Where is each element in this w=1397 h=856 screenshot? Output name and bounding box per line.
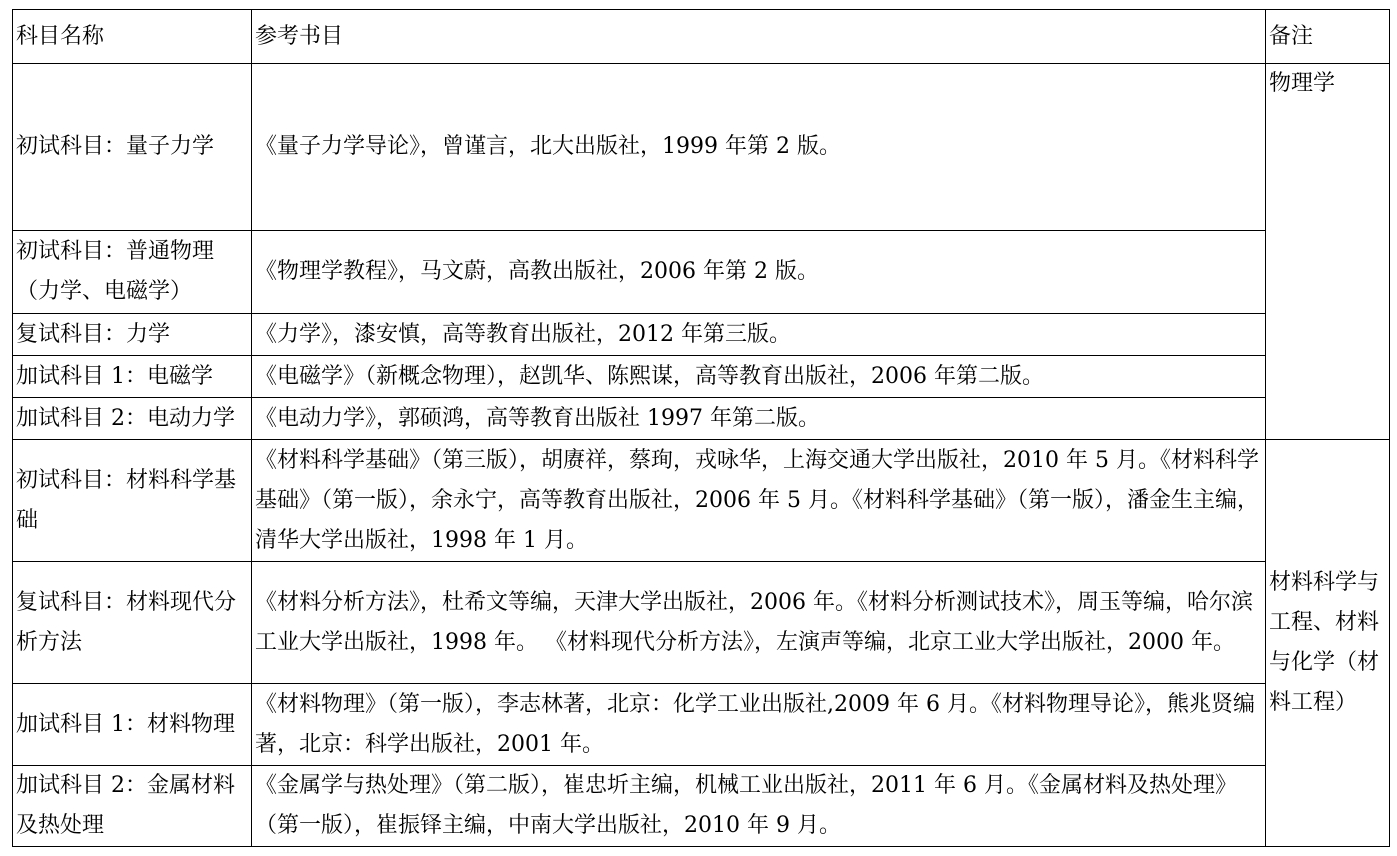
header-books: 参考书目	[252, 10, 1266, 64]
subject-cell: 加试科目 1：材料物理	[13, 684, 252, 766]
books-cell: 《材料科学基础》（第三版），胡赓祥，蔡珣，戎咏华，上海交通大学出版社，2010 年 5 月。《材料科学基础》（第一版），余永宁，高等教育出版社，2006 年 5 月。《材料科学基础》（第一版），潘金生主编，清华大学出版社，1998 年 1 月。	[252, 440, 1266, 562]
table-row	[13, 684, 1390, 766]
books-cell: 《材料分析方法》，杜希文等编，天津大学出版社，2006 年。《材料分析测试技术》，周玉等编，哈尔滨工业大学出版社，1998 年。 《材料现代分析方法》，左演声等编，北京工业大学出版社，2000 年。	[252, 562, 1266, 684]
header-subject: 科目名称	[13, 10, 252, 64]
header-notes: 备注	[1266, 10, 1390, 64]
subject-cell: 复试科目：材料现代分析方法	[13, 562, 252, 684]
subject-cell: 加试科目 2：金属材料及热处理	[13, 766, 252, 847]
reference-books-table	[12, 9, 1390, 847]
table-row	[13, 231, 1390, 314]
table-row	[13, 314, 1390, 356]
table-row	[13, 766, 1390, 847]
subject-cell: 加试科目 2：电动力学	[13, 398, 252, 440]
notes-cell-physics: 物理学	[1266, 64, 1390, 440]
subject-cell: 初试科目：材料科学基础	[13, 440, 252, 562]
books-cell: 《电动力学》，郭硕鸿，高等教育出版社 1997 年第二版。	[252, 398, 1266, 440]
table-row	[13, 356, 1390, 398]
subject-cell: 初试科目：普通物理（力学、电磁学）	[13, 231, 252, 314]
books-cell: 《材料物理》（第一版），李志林著，北京：化学工业出版社,2009 年 6 月。《材料物理导论》，熊兆贤编著，北京：科学出版社，2001 年。	[252, 684, 1266, 766]
table-row	[13, 398, 1390, 440]
table-row	[13, 440, 1390, 562]
header-row	[13, 10, 1390, 64]
subject-cell: 加试科目 1：电磁学	[13, 356, 252, 398]
table-row	[13, 562, 1390, 684]
books-cell: 《量子力学导论》，曾谨言，北大出版社，1999 年第 2 版。	[252, 64, 1266, 231]
books-cell: 《物理学教程》，马文蔚，高教出版社，2006 年第 2 版。	[252, 231, 1266, 314]
books-cell: 《力学》，漆安慎，高等教育出版社，2012 年第三版。	[252, 314, 1266, 356]
table-row	[13, 64, 1390, 231]
subject-cell: 复试科目：力学	[13, 314, 252, 356]
subject-cell: 初试科目：量子力学	[13, 64, 252, 231]
notes-cell-materials: 材料科学与工程、材料与化学（材料工程）	[1266, 440, 1390, 847]
books-cell: 《金属学与热处理》（第二版），崔忠圻主编，机械工业出版社，2011 年 6 月。《金属材料及热处理》（第一版），崔振铎主编，中南大学出版社，2010 年 9 月。	[252, 766, 1266, 847]
books-cell: 《电磁学》（新概念物理），赵凯华、陈熙谋，高等教育出版社，2006 年第二版。	[252, 356, 1266, 398]
